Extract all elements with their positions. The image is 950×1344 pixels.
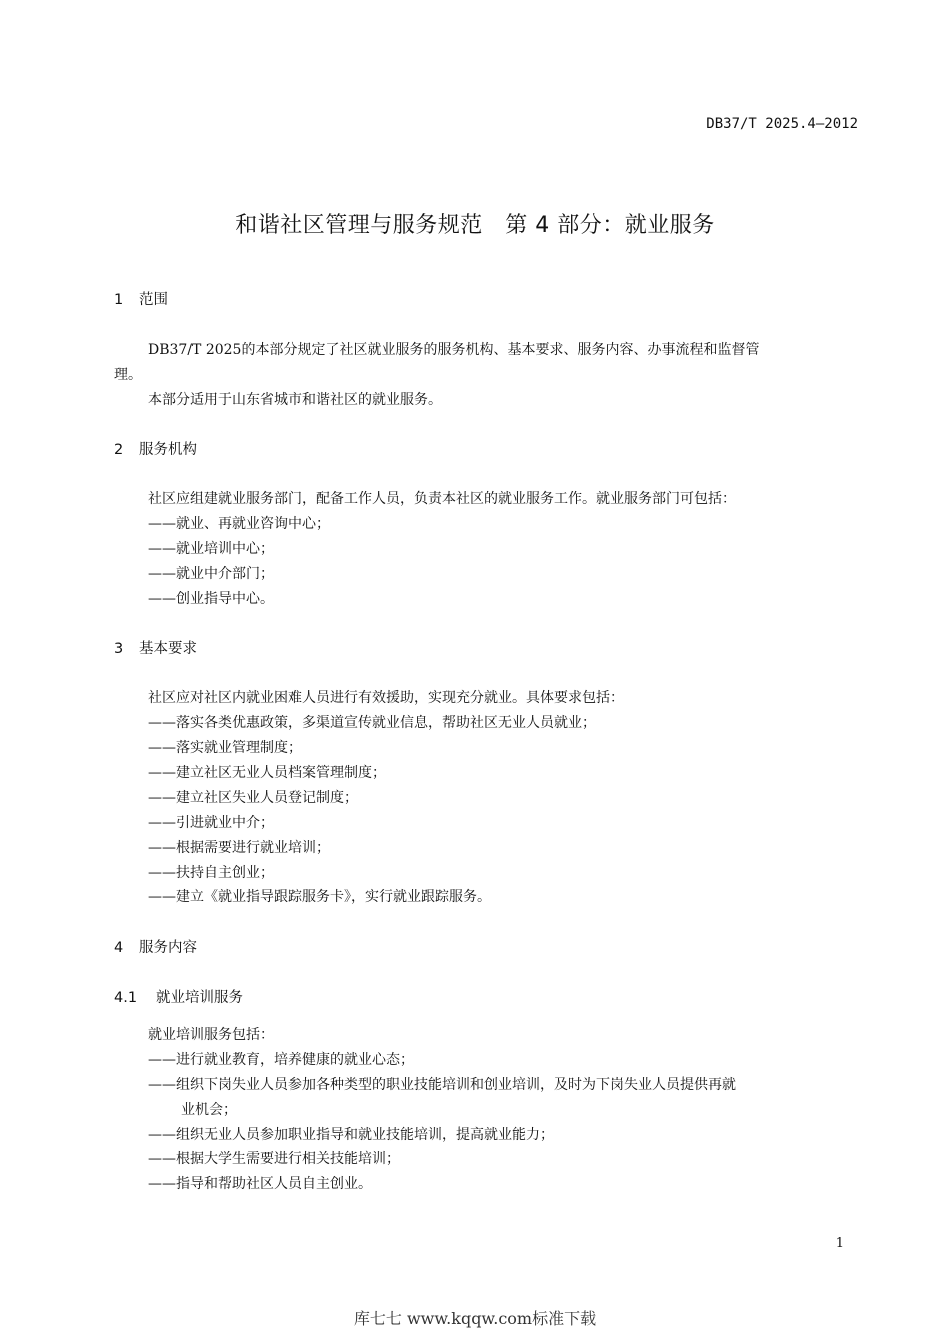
- section-title: 范围: [139, 292, 168, 308]
- section-3-heading: [114, 637, 197, 658]
- list-item: ——就业中介部门；: [148, 566, 274, 582]
- page-number: 1: [835, 1236, 844, 1251]
- list-item: ——落实就业管理制度；: [148, 740, 302, 756]
- list-item: ——引进就业中介；: [148, 815, 274, 831]
- section-2-heading: [114, 438, 197, 459]
- document-title: 和谐社区管理与服务规范 第 4 部分：就业服务: [235, 213, 715, 238]
- list-item: ——根据需要进行就业培训；: [148, 840, 330, 856]
- section-number: 4.1: [114, 990, 138, 1006]
- list-item: ——就业、再就业咨询中心；: [148, 516, 330, 532]
- list-item: ——组织无业人员参加职业指导和就业技能培训，提高就业能力；: [148, 1127, 554, 1143]
- paragraph: 就业培训服务包括：: [148, 1027, 274, 1043]
- section-4-heading: [114, 936, 197, 957]
- paragraph-continuation: 理。: [114, 367, 142, 383]
- paragraph: 社区应组建就业服务部门，配备工作人员，负责本社区的就业服务工作。就业服务部门可包括：: [148, 491, 736, 507]
- list-item: ——就业培训中心；: [148, 541, 274, 557]
- section-number: 3: [114, 641, 124, 657]
- list-item: ——创业指导中心。: [148, 591, 274, 607]
- paragraph: DB37/T 2025的本部分规定了社区就业服务的服务机构、基本要求、服务内容、办事流程和监督管: [148, 342, 760, 358]
- document-code: DB37/T 2025.4—2012: [706, 116, 858, 132]
- section-title: 就业培训服务: [156, 990, 243, 1006]
- list-item: ——组织下岗失业人员参加各种类型的职业技能培训和创业培训，及时为下岗失业人员提供再就: [148, 1077, 736, 1093]
- section-4-1-heading: [114, 986, 243, 1007]
- list-item: ——建立社区无业人员档案管理制度；: [148, 765, 386, 781]
- list-item: ——指导和帮助社区人员自主创业。: [148, 1176, 372, 1192]
- section-number: 4: [114, 940, 124, 956]
- list-item: ——建立社区失业人员登记制度；: [148, 790, 358, 806]
- list-item: ——根据大学生需要进行相关技能培训；: [148, 1151, 400, 1167]
- section-title: 基本要求: [139, 641, 197, 657]
- list-item: ——扶持自主创业；: [148, 865, 274, 881]
- footer-watermark: 库七七 www.kqqw.com标准下载: [353, 1309, 597, 1328]
- section-number: 2: [114, 442, 124, 458]
- list-item: ——进行就业教育，培养健康的就业心态；: [148, 1052, 414, 1068]
- section-number: 1: [114, 292, 124, 308]
- section-1-heading: [114, 288, 168, 309]
- section-title: 服务内容: [139, 940, 197, 956]
- paragraph: 本部分适用于山东省城市和谐社区的就业服务。: [148, 392, 442, 408]
- list-item: ——建立《就业指导跟踪服务卡》，实行就业跟踪服务。: [148, 889, 491, 905]
- list-item-continuation: 业机会；: [181, 1102, 237, 1118]
- list-item: ——落实各类优惠政策，多渠道宣传就业信息，帮助社区无业人员就业；: [148, 715, 596, 731]
- section-title: 服务机构: [139, 442, 197, 458]
- paragraph: 社区应对社区内就业困难人员进行有效援助，实现充分就业。具体要求包括：: [148, 690, 624, 706]
